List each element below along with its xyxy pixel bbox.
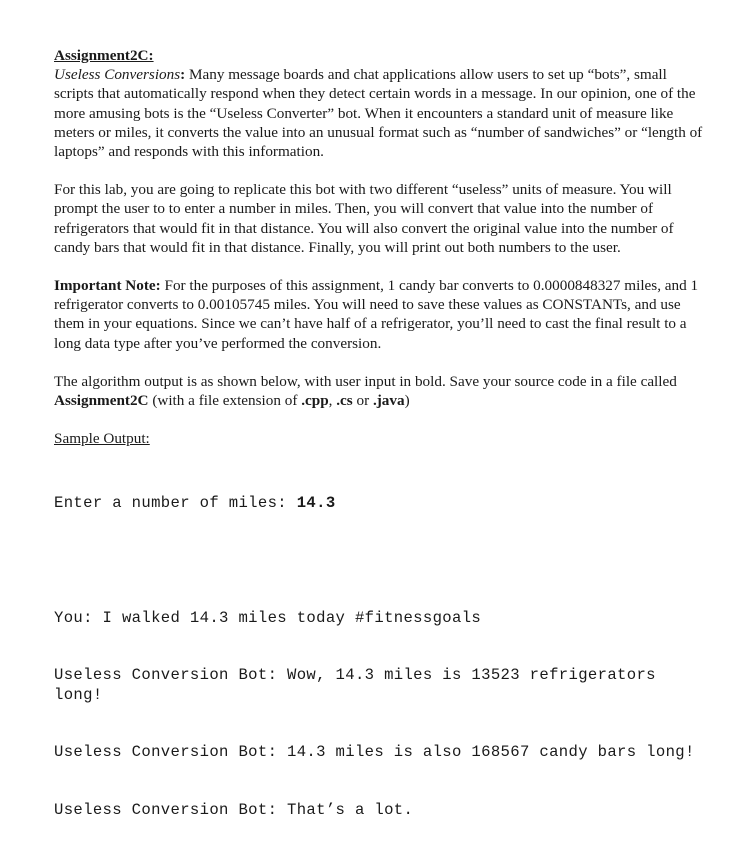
extension-cs: .cs [336, 392, 353, 410]
sample-line-you: You: I walked 14.3 miles today #fitnessgoals [54, 608, 482, 627]
important-note-label: Important Note: [54, 277, 161, 295]
extension-separator: , [328, 392, 337, 410]
sample-blank-line [54, 551, 704, 570]
sample-prompt-line [54, 494, 704, 513]
filename: Assignment2C [54, 392, 149, 410]
sample-user-input: 14.3 [296, 493, 336, 512]
extension-separator-or: or [352, 392, 373, 410]
sample-line-thats-a-lot: Useless Conversion Bot: That’s a lot. [54, 800, 414, 819]
sample-prompt: Enter a number of miles: [54, 493, 297, 512]
instructions-close: ) [404, 392, 410, 410]
assignment-title: Assignment2C: [54, 47, 154, 64]
intro-lead-colon: : [180, 66, 186, 84]
intro-paragraph [54, 65, 704, 161]
instructions-text: The algorithm output is as shown below, with user input in bold. Save your source code in a file called [54, 372, 677, 390]
extension-java: .java [372, 392, 405, 410]
intro-lead: Useless Conversions [54, 66, 181, 84]
output-instructions-paragraph [54, 372, 704, 410]
assignment-document [54, 46, 704, 859]
intro-text: Many message boards and chat applications allow users to set up “bots”, small scripts that automatically respond when they detect certain words in a message. In our opinion, one of the more amusing bots is the “Useless Converter” bot. When it encounters a standard unit of measure like meters or miles, it converts the value into an unusual format such as “number of sandwiches” or “length of laptops” and responds with this information. [54, 66, 703, 161]
important-note-paragraph [54, 276, 704, 353]
instructions-text-2: (with a file extension of [148, 392, 302, 410]
sample-output-label: Sample Output: [54, 430, 150, 448]
sample-line-candy-bars: Useless Conversion Bot: 14.3 miles is also 168567 candy bars long! [54, 743, 695, 762]
important-note-text: For the purposes of this assignment, 1 candy bar converts to 0.0000848327 miles, and 1 refrigerator converts to 0.00105745 miles. You will need to save these values as CONSTANTs, and use them in your equations. Since we can’t have half of a refrigerator, you’ll need to cast the final result to a long data type after you’ve performed the conversion. [54, 277, 699, 352]
extension-cpp: .cpp [301, 392, 329, 410]
lab-description-paragraph: For this lab, you are going to replicate this bot with two different “useless” units of measure. You will prompt the user to to enter a number in miles. Then, you will convert that value into the number of refrigerators that would fit in that distance. You will also convert the original value into the number of candy bars that would fit in that distance. Finally, you will print out both numbers to the user. [54, 181, 674, 256]
sample-output-block [54, 455, 704, 858]
sample-line-refrigerators: Useless Conversion Bot: Wow, 14.3 miles is 13523 refrigerators long! [54, 666, 666, 704]
